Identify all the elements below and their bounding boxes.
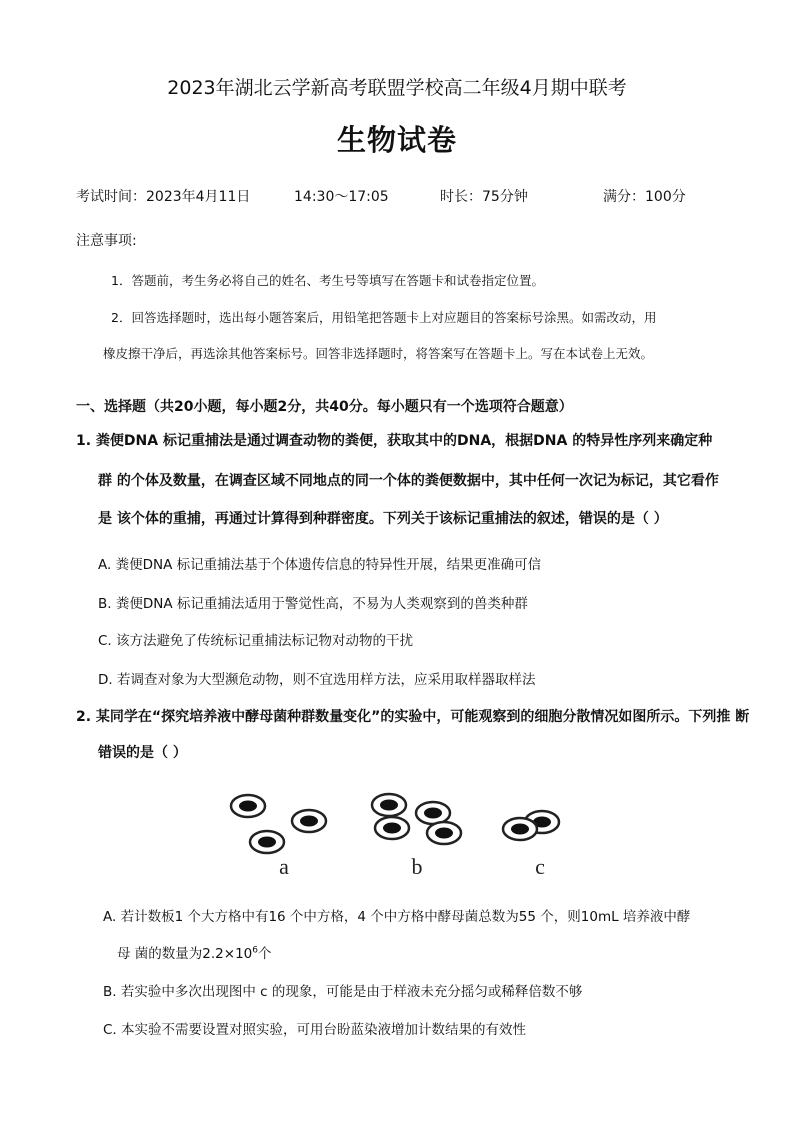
q1-option-a: A. 粪便DNA 标记重捕法基于个体遗传信息的特异性开展，结果更准确可信 — [98, 557, 542, 573]
section-heading: 一、选择题（共20小题，每小题2分，共40分。每小题只有一个选项符合题意） — [76, 399, 573, 415]
subject-title: 生物试卷 — [336, 123, 457, 157]
q1-option-d: D. 若调查对象为大型濒危动物，则不宜选用样方法，应采用取样器取样法 — [98, 672, 536, 688]
q1-line-2: 群 的个体及数量，在调查区域不同地点的同一个体的粪便数据中，其中任何一次记为标记，其它看作 — [98, 473, 719, 489]
figure-label-a: a — [279, 854, 289, 879]
q1-option-c: C. 该方法避免了传统标记重捕法标记物对动物的干扰 — [98, 633, 414, 649]
cell-group-c — [503, 811, 559, 840]
q1-line-1: 1. 粪便DNA 标记重捕法是通过调查动物的粪便，获取其中的DNA，根据DNA 的特异性序列来确定种 — [76, 433, 713, 449]
q2-option-a-prefix: 母 菌的数量为2.2×10 — [117, 946, 253, 962]
q2-option-a-exponent: 6 — [252, 945, 258, 956]
q1-option-b: B. 粪便DNA 标记重捕法适用于警觉性高，不易为人类观察到的兽类种群 — [98, 596, 528, 612]
notice-item-1: 1．答题前，考生务必将自己的姓名、考生号等填写在答题卡和试卷指定位置。 — [111, 273, 544, 288]
cell-group-a — [231, 795, 326, 853]
q2-option-a-line-2 — [117, 942, 272, 962]
q2-option-b: B. 若实验中多次出现图中 c 的现象，可能是由于样液未充分摇匀或稀释倍数不够 — [103, 984, 583, 1000]
figure-label-b: b — [411, 854, 423, 879]
notice-item-2: 2．回答选择题时，选出每小题答案后，用铅笔把答题卡上对应题目的答案标号涂黑。如需改动，用 — [111, 310, 657, 325]
exam-time: 考试时间：2023年4月11日 — [76, 189, 251, 205]
q2-option-a-line-1: A. 若计数板1 个大方格中有16 个中方格，4 个中方格中酵母菌总数为55 个，则10mL 培养液中酵 — [103, 909, 691, 925]
q2-line-2: 错误的是（ ） — [98, 745, 187, 761]
figure-label-c: c — [535, 854, 545, 879]
q1-line-3: 是 该个体的重捕，再通过计算得到种群密度。下列关于该标记重捕法的叙述，错误的是（ ） — [98, 511, 668, 527]
q2-line-1: 2. 某同学在“探究培养液中酵母菌种群数量变化”的实验中，可能观察到的细胞分散情况如图所示。下列推 断 — [76, 709, 750, 725]
cell-group-b — [372, 794, 461, 844]
yeast-cell-figure — [222, 790, 582, 882]
notice-item-2-cont: 橡皮擦干净后，再选涂其他答案标号。回答非选择题时，将答案写在答题卡上。写在本试卷上无效。 — [103, 346, 654, 361]
full-score: 满分：100分 — [603, 189, 686, 205]
q2-option-a-suffix: 个 — [258, 946, 272, 962]
duration: 时长：75分钟 — [440, 189, 528, 205]
notice-heading: 注意事项: — [76, 233, 137, 249]
exam-title: 2023年湖北云学新高考联盟学校高二年级4月期中联考 — [167, 77, 627, 99]
time-range: 14:30～17:05 — [294, 189, 389, 205]
q2-option-c: C. 本实验不需要设置对照实验，可用台盼蓝染液增加计数结果的有效性 — [103, 1022, 527, 1038]
